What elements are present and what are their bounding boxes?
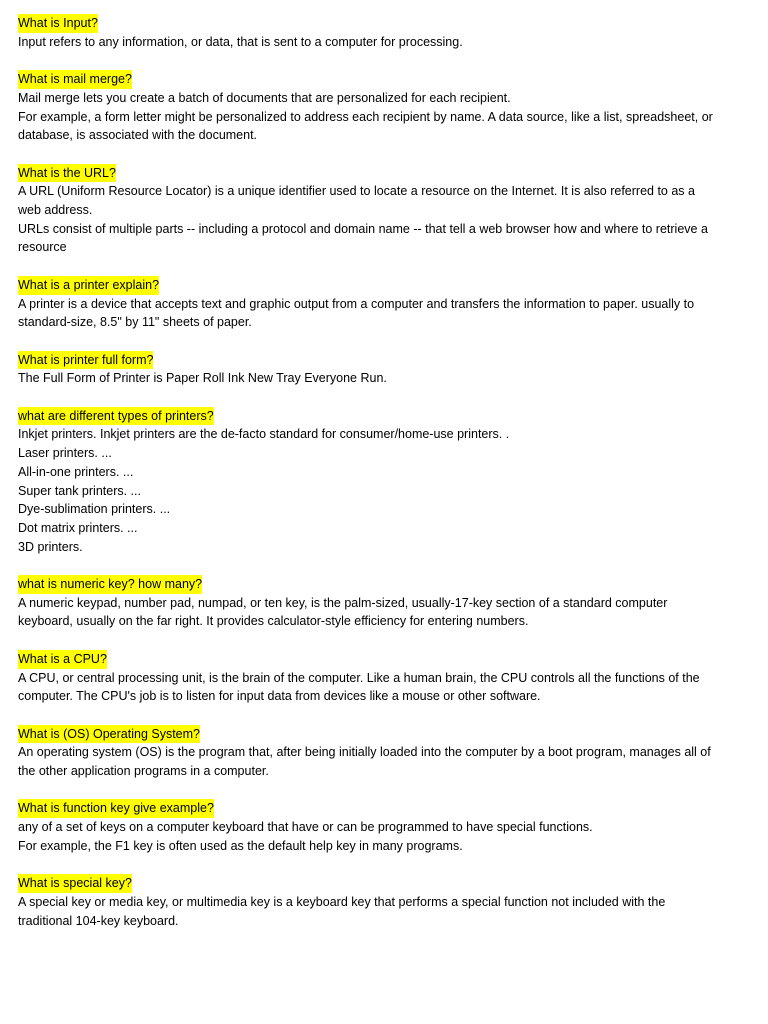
- list-item: Laser printers. ...: [18, 446, 112, 461]
- list-item: Super tank printers. ...: [18, 483, 141, 498]
- list-item: All-in-one printers. ...: [18, 464, 134, 479]
- list-item: Dye-sublimation printers. ...: [18, 502, 171, 517]
- question-heading: What is mail merge?: [18, 70, 132, 89]
- answer-text: A CPU, or central processing unit, is the brain of the computer. Like a human brain, the CPU controls all the functions of the computer. The CPU's job is to listen for input data from devices like a mouse or other software.: [18, 670, 700, 704]
- answer-text: A URL (Uniform Resource Locator) is a unique identifier used to locate a resource on the Internet. It is also referred to as a web address.: [18, 184, 695, 217]
- answer-text: A printer is a device that accepts text and graphic output from a computer and transfers the information to paper. usually to standard-size, 8.5" by 11" sheets of paper.: [18, 296, 695, 330]
- qa-section-printer-full-form: [18, 351, 718, 388]
- question-heading: What is printer full form?: [18, 351, 153, 370]
- list-item: 3D printers.: [18, 539, 83, 554]
- answer-text: Inkjet printers. Inkjet printers are the de-facto standard for consumer/home-use printers. .: [18, 427, 510, 442]
- answer-text: Input refers to any information, or data, that is sent to a computer for processing.: [18, 34, 463, 49]
- qa-section-input: [18, 14, 718, 51]
- qa-section-url: [18, 164, 718, 258]
- list-item: Dot matrix printers. ...: [18, 520, 138, 535]
- question-heading: What is the URL?: [18, 164, 116, 183]
- question-heading: What is special key?: [18, 874, 132, 893]
- question-heading: What is Input?: [18, 14, 98, 33]
- answer-text: For example, a form letter might be personalized to address each recipient by name. A data source, like a list, spreadsheet, or database, is associated with the document.: [18, 109, 713, 143]
- qa-section-os: [18, 725, 718, 781]
- answer-text: The Full Form of Printer is Paper Roll Ink New Tray Everyone Run.: [18, 371, 387, 386]
- question-heading: what is numeric key? how many?: [18, 575, 202, 594]
- answer-text: An operating system (OS) is the program that, after being initially loaded into the computer by a boot program, manages all of the other application programs in a computer.: [18, 745, 711, 778]
- qa-section-function-key: [18, 799, 718, 855]
- answer-text: any of a set of keys on a computer keyboard that have or can be programmed to have special functions.: [18, 820, 593, 835]
- answer-text: A special key or media key, or multimedia key is a keyboard key that performs a special function not included with the traditional 104-key keyboard.: [18, 894, 666, 928]
- question-heading: What is (OS) Operating System?: [18, 725, 200, 744]
- qa-section-mail-merge: [18, 70, 718, 145]
- answer-text: For example, the F1 key is often used as the default help key in many programs.: [18, 838, 463, 853]
- question-heading: What is function key give example?: [18, 799, 214, 818]
- qa-section-numeric-key: [18, 575, 718, 631]
- question-heading: what are different types of printers?: [18, 407, 214, 426]
- qa-section-printer: [18, 276, 718, 332]
- qa-section-special-key: [18, 874, 718, 930]
- qa-section-cpu: [18, 650, 718, 706]
- question-heading: What is a CPU?: [18, 650, 107, 669]
- document-page: [18, 14, 718, 949]
- answer-text: Mail merge lets you create a batch of documents that are personalized for each recipient.: [18, 90, 511, 105]
- qa-section-printer-types: [18, 407, 718, 557]
- answer-text: A numeric keypad, number pad, numpad, or ten key, is the palm-sized, usually-17-key section of a standard computer keyboard, usually on the far right. It provides calculator-style efficiency for entering numbers.: [18, 595, 668, 629]
- answer-text: URLs consist of multiple parts -- including a protocol and domain name -- that tell a web browser how and where to retrieve a resource: [18, 221, 708, 255]
- question-heading: What is a printer explain?: [18, 276, 159, 295]
